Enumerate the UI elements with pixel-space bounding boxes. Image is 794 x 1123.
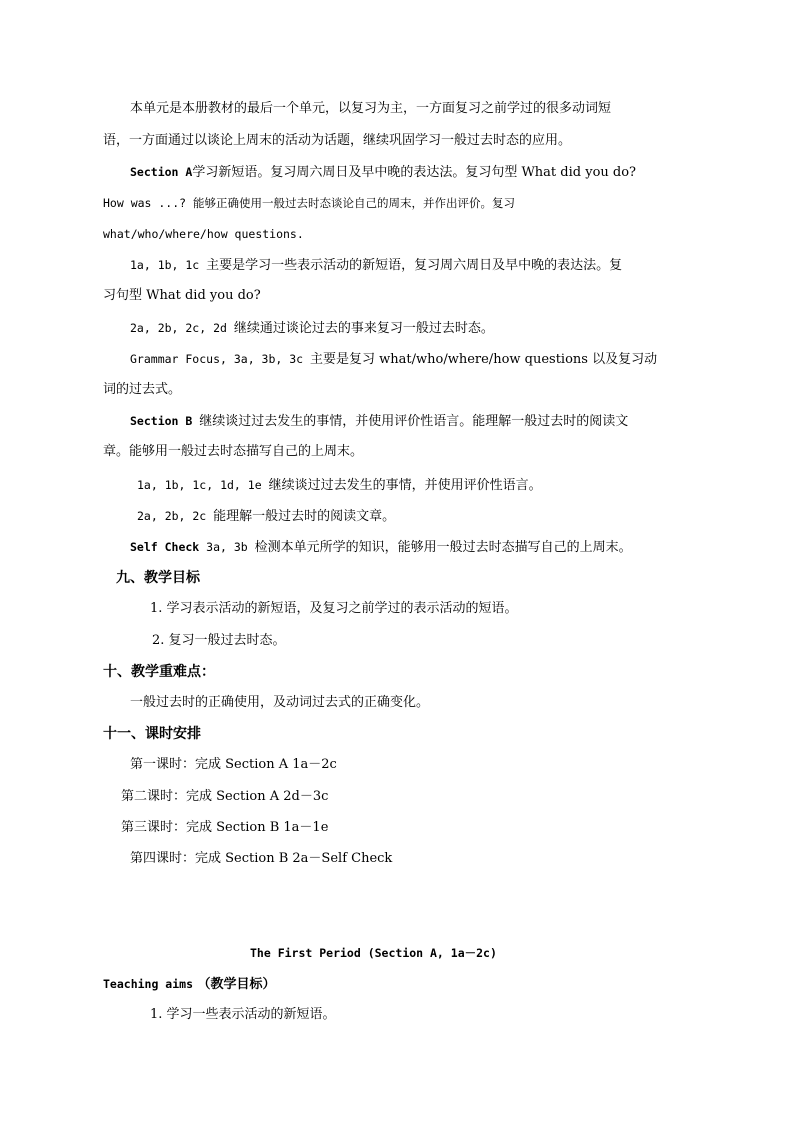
section-9-item-2: 2. 复习一般过去时态。 bbox=[152, 633, 286, 648]
part-2a-2d-text: 继续通过谈论过去的事来复习一般过去时态。 bbox=[233, 321, 494, 336]
section-a-label: Section A bbox=[130, 165, 193, 179]
part-1a-1c-text-1: 主要是学习一些表示活动的新短语，复习周六周日及早中晚的表达法。复 bbox=[206, 258, 623, 273]
part-1a-1e-label: 1a, 1b, 1c, 1d, 1e bbox=[137, 478, 269, 492]
part-2a-2c-text: 能理解一般过去时的阅读文章。 bbox=[213, 509, 396, 524]
part-2a-2d-line bbox=[130, 319, 494, 338]
section-b-line-1 bbox=[130, 412, 628, 431]
intro-line-1: 本单元是本册教材的最后一个单元，以复习为主，一方面复习之前学过的很多动词短 bbox=[130, 101, 612, 116]
teaching-aims-heading bbox=[103, 975, 276, 994]
section-11-heading: 十一、课时安排 bbox=[103, 726, 201, 742]
section-9-heading: 九、教学目标 bbox=[116, 570, 200, 586]
period-title: The First Period (Section A, 1a－2c) bbox=[250, 946, 497, 960]
part-1a-1c-line-2: 习句型 What did you do? bbox=[103, 288, 261, 303]
section-a-line-2: How was ...? 能够正确使用一般过去时态谈论自己的周末，并作出评价。复习 bbox=[103, 196, 516, 210]
part-2a-2c-line bbox=[137, 507, 395, 526]
part-1a-1c-label: 1a, 1b, 1c bbox=[130, 258, 207, 272]
section-a-line-3: what/who/where/how questions. bbox=[103, 227, 304, 241]
grammar-focus-line-1 bbox=[130, 350, 657, 369]
part-1a-1c-line-1 bbox=[130, 256, 622, 275]
part-2a-2c-label: 2a, 2b, 2c bbox=[137, 509, 214, 523]
section-a-line-1 bbox=[130, 163, 636, 182]
grammar-focus-label: Grammar Focus, 3a, 3b, 3c bbox=[130, 352, 311, 366]
teaching-aims-label: Teaching aims bbox=[103, 977, 194, 991]
period-2: 第二课时：完成 Section A 2d－3c bbox=[121, 789, 329, 804]
section-a-text-1: 学习新短语。复习周六周日及早中晚的表达法。复习句型 What did you do? bbox=[192, 165, 637, 180]
part-1a-1e-line bbox=[137, 476, 542, 495]
grammar-focus-text-1: 主要是复习 what/who/where/how questions 以及复习动 bbox=[310, 352, 658, 367]
self-check-parts: 3a, 3b bbox=[206, 540, 255, 554]
intro-line-2: 语，一方面通过以谈论上周末的活动为话题，继续巩固学习一般过去时态的应用。 bbox=[103, 133, 572, 148]
section-9-item-1: 1. 学习表示活动的新短语，及复习之前学过的表示活动的短语。 bbox=[150, 601, 518, 616]
teaching-aims-label-cn: （教学目标） bbox=[193, 977, 276, 992]
section-b-label: Section B bbox=[130, 414, 200, 428]
section-b-line-2: 章。能够用一般过去时态描写自己的上周末。 bbox=[103, 444, 364, 459]
self-check-line bbox=[130, 538, 632, 557]
grammar-focus-line-2: 词的过去式。 bbox=[103, 382, 182, 397]
self-check-label: Self Check bbox=[130, 540, 207, 554]
section-b-text-1: 继续谈过过去发生的事情，并使用评价性语言。能理解一般过去时的阅读文 bbox=[199, 414, 629, 429]
section-10-heading: 十、教学重难点： bbox=[103, 664, 215, 680]
part-2a-2d-label: 2a, 2b, 2c, 2d bbox=[130, 321, 234, 335]
section-10-text: 一般过去时的正确使用，及动词过去式的正确变化。 bbox=[130, 695, 430, 710]
teaching-aims-item-1: 1. 学习一些表示活动的新短语。 bbox=[150, 1007, 336, 1022]
part-1a-1e-text: 继续谈过过去发生的事情，并使用评价性语言。 bbox=[268, 478, 542, 493]
period-3: 第三课时：完成 Section B 1a－1e bbox=[121, 820, 329, 835]
period-4: 第四课时：完成 Section B 2a－Self Check bbox=[130, 851, 393, 866]
period-1: 第一课时：完成 Section A 1a－2c bbox=[130, 757, 337, 772]
self-check-text: 检测本单元所学的知识，能够用一般过去时态描写自己的上周末。 bbox=[254, 540, 632, 555]
